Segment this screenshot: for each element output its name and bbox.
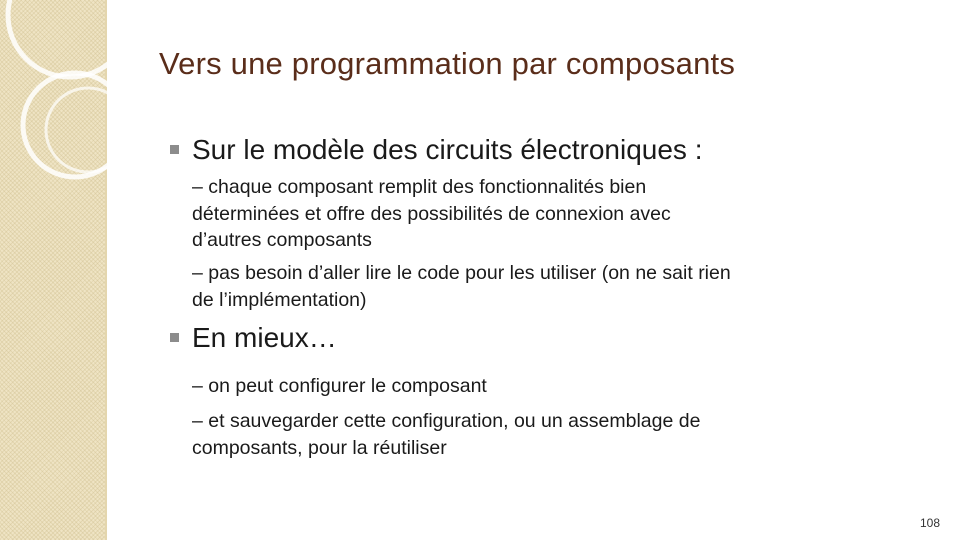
bullet-text: En mieux… xyxy=(192,322,337,353)
decorative-circles-icon xyxy=(0,0,200,200)
sub-item xyxy=(192,260,852,313)
sub-item-line: – on peut configurer le composant xyxy=(192,375,487,397)
square-bullet-icon xyxy=(170,333,179,342)
sub-item-line: déterminées et offre des possibilités de connexion avec xyxy=(192,202,671,225)
sub-item xyxy=(192,373,852,400)
sub-item-line: d’autres composants xyxy=(192,229,372,251)
sub-item-line: – pas besoin d’aller lire le code pour les utiliser (on ne sait rien xyxy=(192,262,731,284)
sub-item-line: composants, pour la réutiliser xyxy=(192,436,447,459)
sub-item xyxy=(192,174,852,254)
bullet-text: Sur le modèle des circuits électroniques : xyxy=(192,134,703,165)
sub-item-line: – et sauvegarder cette configuration, ou un assemblage de xyxy=(192,410,701,432)
sub-item-line: de l’implémentation) xyxy=(192,288,367,311)
bullet-item-2 xyxy=(170,322,337,354)
sub-item xyxy=(192,408,852,461)
slide-title: Vers une programmation par composants xyxy=(159,46,736,81)
square-bullet-icon xyxy=(170,145,179,154)
page-number: 108 xyxy=(919,516,940,530)
bullet-item-1 xyxy=(170,134,702,166)
sub-item-line: – chaque composant remplit des fonctionnalités bien xyxy=(192,176,647,198)
